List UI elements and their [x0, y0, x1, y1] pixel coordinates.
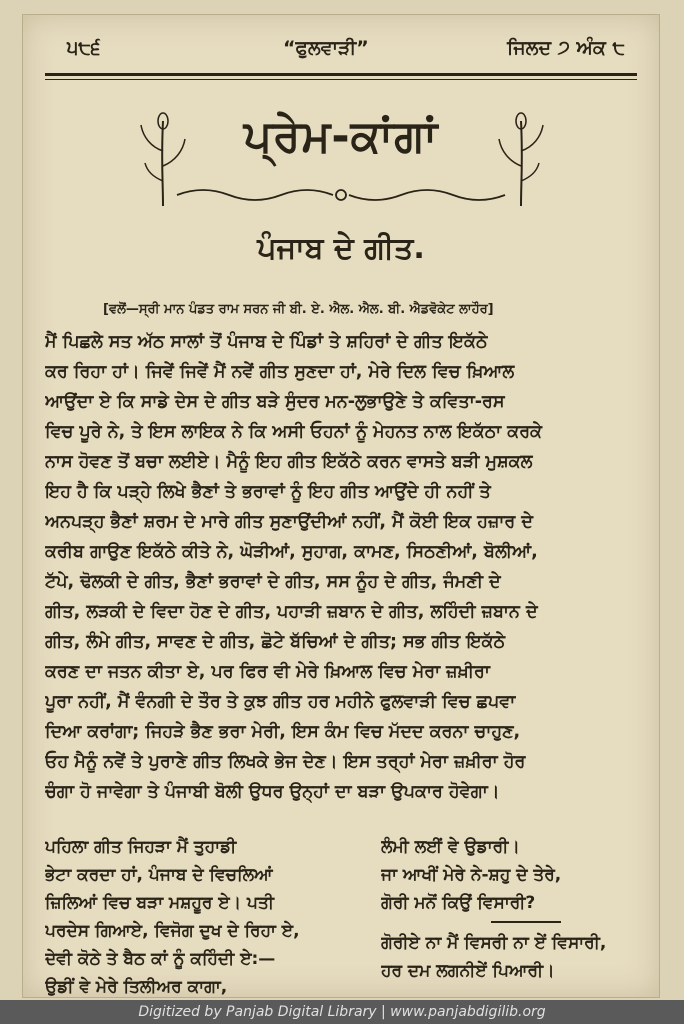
paragraph-line: ਟੱਪੇ, ਢੋਲਕੀ ਦੇ ਗੀਤ, ਭੈਣਾਂ ਭਰਾਵਾਂ ਦੇ ਗੀਤ, ਸਸ ਨੂੰਹ ਦੇ ਗੀਤ, ਜੰਮਣੀ ਦੇ: [45, 572, 501, 592]
right-column-line: ਜਾ ਆਖੀਂ ਮੇਰੇ ਨੇ-ਸ਼ਹੁ ਦੇ ਤੇਰੇ,: [381, 865, 562, 885]
paragraph-line: ਕਰ ਰਿਹਾ ਹਾਂ। ਜਿਵੇਂ ਜਿਵੇਂ ਮੈਂ ਨਵੇਂ ਗੀਤ ਸੁਣਦਾ ਹਾਂ, ਮੇਰੇ ਦਿਲ ਵਿਚ ਖ਼ਿਆਲ: [45, 362, 515, 382]
paragraph-line: ਚੰਗਾ ਹੋ ਜਾਵੇਗਾ ਤੇ ਪੰਜਾਬੀ ਬੋਲੀ ਉਧਰ ਉਨ੍ਹਾਂ ਦਾ ਬੜਾ ਉਪਕਾਰ ਹੋਵੇਗਾ।: [45, 782, 500, 802]
paragraph-line: ਵਿਚ ਪੂਰੇ ਨੇ, ਤੇ ਇਸ ਲਾਇਕ ਨੇ ਕਿ ਅਸੀ ਓਹਨਾਂ ਨੂੰ ਮੇਹਨਤ ਨਾਲ ਇਕੱਠਾ ਕਰਕੇ: [45, 422, 542, 442]
scroll-divider-ornament-icon: [173, 183, 509, 207]
verse-divider: [491, 921, 561, 923]
header-rule-thin: [45, 79, 637, 80]
left-column-line: ਦੇਵੀ ਕੋਠੇ ਤੇ ਬੈਠ ਕਾਂ ਨੂੰ ਕਹਿੰਦੀ ਏ:—: [45, 949, 276, 969]
paragraph-line: ਕਰੀਬ ਗਾਉਣ ਇਕੱਠੇ ਕੀਤੇ ਨੇ, ਘੋੜੀਆਂ, ਸੁਹਾਗ, ਕਾਮਣ, ਸਿਠਣੀਆਂ, ਬੋਲੀਆਂ,: [45, 542, 538, 562]
header-rule-thick: [45, 73, 637, 76]
paragraph-line: ਆਉਂਦਾ ਏ ਕਿ ਸਾਡੇ ਦੇਸ ਦੇ ਗੀਤ ਬੜੇ ਸੁੰਦਰ ਮਨ-ਲੁਭਾਉਣੇ ਤੇ ਕਵਿਤਾ-ਰਸ: [45, 392, 505, 412]
paragraph-line: ਇਹ ਹੈ ਕਿ ਪੜ੍ਹੇ ਲਿਖੇ ਭੈਣਾਂ ਤੇ ਭਰਾਵਾਂ ਨੂੰ ਇਹ ਗੀਤ ਆਉਂਦੇ ਹੀ ਨਹੀਂ ਤੇ: [45, 482, 491, 502]
paragraph-line: ਗੀਤ, ਲੰਮੇ ਗੀਤ, ਸਾਵਣ ਦੇ ਗੀਤ, ਛੋਟੇ ਬੱਚਿਆਂ ਦੇ ਗੀਤ; ਸਭ ਗੀਤ ਇਕੱਠੇ: [45, 632, 505, 652]
paragraph-line: ਅਨਪੜ੍ਹ ਭੈਣਾਂ ਸ਼ਰਮ ਦੇ ਮਾਰੇ ਗੀਤ ਸੁਣਾਉਂਦੀਆਂ ਨਹੀਂ, ਮੈਂ ਕੋਈ ਇਕ ਹਜ਼ਾਰ ਦੇ: [45, 512, 533, 532]
magazine-page: [22, 14, 660, 998]
paragraph-line: ਓਹ ਮੈਨੂੰ ਨਵੇਂ ਤੇ ਪੁਰਾਣੇ ਗੀਤ ਲਿਖਕੇ ਭੇਜ ਦੇਣ। ਇਸ ਤਰ੍ਹਾਂ ਮੇਰਾ ਜ਼ਖ਼ੀਰਾ ਹੋਰ: [45, 752, 526, 772]
right-column-line: ਲੰਮੀ ਲਈਂ ਵੇ ਉਡਾਰੀ।: [381, 837, 520, 857]
left-column-line: ਉਡੀਂ ਵੇ ਮੇਰੇ ਤਿਲੀਅਰ ਕਾਗਾ,: [45, 977, 228, 997]
page-number: ੫੮੬: [67, 37, 101, 59]
right-column: [381, 833, 643, 985]
paragraph-line: ਦਿਆ ਕਰਾਂਗਾ; ਜਿਹੜੇ ਭੈਣ ਭਰਾ ਮੇਰੀ, ਇਸ ਕੰਮ ਵਿਚ ਮੱਦਦ ਕਰਨਾ ਚਾਹੁਣ,: [45, 722, 521, 742]
author-byline: [ਵਲੋਂ—ਸ੍ਰੀ ਮਾਨ ਪੰਡਤ ਰਾਮ ਸਰਨ ਜੀ ਬੀ. ਏ. ਐਲ. ਐਲ. ਬੀ. ਐਡਵੋਕੇਟ ਲਾਹੌਰ]: [103, 302, 494, 317]
paragraph-line: ਮੈਂ ਪਿਛਲੇ ਸਤ ਅੱਠ ਸਾਲਾਂ ਤੋਂ ਪੰਜਾਬ ਦੇ ਪਿੰਡਾਂ ਤੇ ਸ਼ਹਿਰਾਂ ਦੇ ਗੀਤ ਇਕੱਠੇ: [45, 332, 488, 352]
article-title: ਪ੍ਰੇਮ-ਕਾਂਗਾਂ: [243, 111, 439, 162]
paragraph-line: ਗੀਤ, ਲੜਕੀ ਦੇ ਵਿਦਾ ਹੋਣ ਦੇ ਗੀਤ, ਪਹਾੜੀ ਜ਼ਬਾਨ ਦੇ ਗੀਤ, ਲਹਿੰਦੀ ਜ਼ਬਾਨ ਦੇ: [45, 602, 538, 622]
right-column-line: ਗੋਰੀ ਮਨੋਂ ਕਿਉਂ ਵਿਸਾਰੀ?: [381, 893, 536, 913]
right-column-line: ਗੋਰੀਏ ਨਾ ਮੈਂ ਵਿਸਰੀ ਨਾ ਏਂ ਵਿਸਾਰੀ,: [381, 933, 607, 953]
paragraph-line: ਕਰਣ ਦਾ ਜਤਨ ਕੀਤਾ ਏ, ਪਰ ਫਿਰ ਵੀ ਮੇਰੇ ਖ਼ਿਆਲ ਵਿਚ ਮੇਰਾ ਜ਼ਖ਼ੀਰਾ: [45, 662, 490, 682]
paragraph-line: ਪੂਰਾ ਨਹੀਂ, ਮੈਂ ਵੰਨਗੀ ਦੇ ਤੌਰ ਤੇ ਕੁਝ ਗੀਤ ਹਰ ਮਹੀਨੇ ਫੁਲਵਾੜੀ ਵਿਚ ਛਪਵਾ: [45, 692, 516, 712]
left-column-line: ਪਹਿਲਾ ਗੀਤ ਜਿਹੜਾ ਮੈਂ ਤੁਹਾਡੀ: [45, 837, 237, 857]
right-column-line: ਹਰ ਦਮ ਲਗਨੀਏਂ ਪਿਆਰੀ।: [381, 961, 555, 981]
article-subtitle: ਪੰਜਾਬ ਦੇ ਗੀਤ.: [257, 231, 425, 266]
digitization-footer: Digitized by Panjab Digital Library | www.panjabdigilib.org: [0, 1000, 684, 1024]
left-column-line: ਪਰਦੇਸ ਗਿਆਏ, ਵਿਜੋਗ ਦੁਖ ਦੇ ਰਿਹਾ ਏ,: [45, 921, 300, 941]
left-column-line: ਭੇਟਾ ਕਰਦਾ ਹਾਂ, ਪੰਜਾਬ ਦੇ ਵਿਚਲਿਆਂ: [45, 865, 273, 885]
intro-paragraph: [45, 327, 639, 807]
left-column-line: ਜ਼ਿਲਿਆਂ ਵਿਚ ਬੜਾ ਮਸ਼ਹੂਰ ਏ। ਪਤੀ: [45, 893, 275, 913]
volume-issue: ਜਿਲਦ ੭ ਅੰਕ ੮: [507, 37, 625, 59]
page-header: [53, 37, 629, 67]
paragraph-line: ਨਾਸ ਹੋਵਣ ਤੋਂ ਬਚਾ ਲਈਏ। ਮੈਨੂੰ ਇਹ ਗੀਤ ਇਕੱਠੇ ਕਰਨ ਵਾਸਤੇ ਬੜੀ ਮੁਸ਼ਕਲ: [45, 452, 533, 472]
left-column: [45, 833, 365, 1001]
magazine-name: “ਫੁਲਵਾੜੀ”: [283, 37, 369, 59]
